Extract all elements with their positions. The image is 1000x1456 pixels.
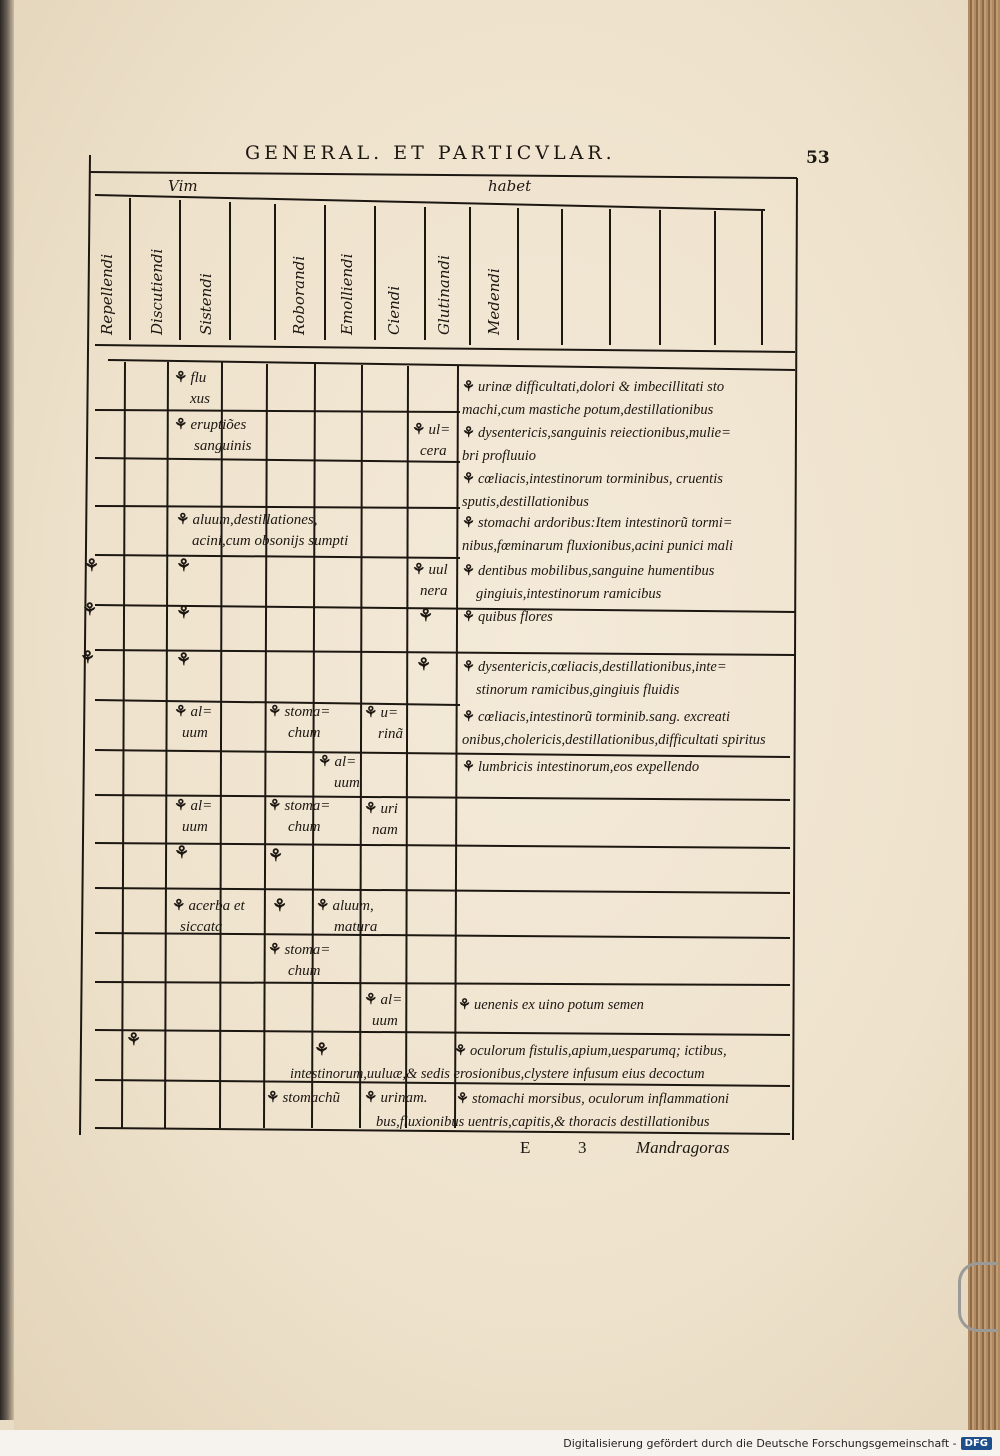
- digitization-note: Digitalisierung gefördert durch die Deutsche Forschungsgemeinschaft -: [563, 1436, 957, 1450]
- table-cell: ⚘ urinæ difficultati,dolori & imbecillitati sto machi,cum mastiche potum,destillationibus: [462, 379, 725, 418]
- table-cell: ⚘ oculorum fistulis,apium,uesparumq; ictibus, intestinorum,uuluæ,& sedis erosionibus,clystere infusum eius decoctum: [290, 1043, 727, 1082]
- table-cell: ⚘ stoma= chum: [268, 942, 331, 979]
- ornament-icon: ⚘: [364, 1090, 378, 1106]
- col-header-ciendi: Ciendi: [385, 285, 403, 335]
- table-cell: ⚘ al= uum: [318, 754, 360, 791]
- ornament-icon: ⚘: [176, 650, 192, 670]
- ornament-icon: ⚘: [318, 754, 332, 770]
- table-cell: ⚘ dysentericis,cœliacis,destillationibus,inte= stinorum ramicibus,gingiuis fluidis: [462, 659, 727, 698]
- ornament-icon: ⚘: [174, 370, 188, 386]
- table-cell: ⚘ al= uum: [364, 992, 403, 1029]
- table-cell: ⚘ u= rinã: [364, 705, 404, 742]
- signature-mark: E: [520, 1138, 531, 1157]
- ornament-icon: ⚘: [462, 471, 475, 487]
- ornament-icon: ⚘: [364, 801, 378, 817]
- page-number: 53: [806, 148, 830, 168]
- table-cell: ⚘ acerba et siccata: [172, 898, 245, 935]
- table-cell: ⚘ quibus flores: [462, 609, 553, 625]
- table-cell: ⚘ lumbricis intestinorum,eos expellendo: [462, 759, 700, 775]
- ornament-icon: ⚘: [84, 556, 100, 576]
- ornament-icon: ⚘: [272, 896, 288, 916]
- table-cell: ⚘ al= uum: [174, 798, 213, 835]
- table-cell: ⚘ stomachi morsibus, oculorum inflammationi bus,fluxionibus uentris,capitis,& thoracis destillationibus: [376, 1091, 729, 1130]
- ornament-icon: ⚘: [462, 609, 475, 625]
- ornament-icon: ⚘: [316, 898, 330, 914]
- ornament-icon: ⚘: [458, 997, 471, 1013]
- ornament-icon: ⚘: [80, 648, 96, 668]
- table-cell: ⚘ cœliacis,intestinorum torminibus, cruentis sputis,destillationibus: [462, 471, 723, 510]
- col-header-emolliendi: Emolliendi: [338, 253, 356, 335]
- ornament-icon: ⚘: [174, 417, 188, 433]
- ornament-icon: ⚘: [174, 843, 190, 863]
- table-cell: ⚘ uri nam: [364, 801, 398, 838]
- ornament-icon: ⚘: [462, 515, 475, 531]
- table-cell: ⚘ uul nera: [412, 562, 448, 599]
- ornament-icon: ⚘: [416, 655, 432, 675]
- table-cell: ⚘ eruptiões sanguinis: [174, 417, 252, 454]
- ornament-icon: ⚘: [462, 709, 475, 725]
- table-cell: ⚘ aluum,destillationes, acini,cum obsonijs sumpti: [176, 512, 349, 549]
- table-cell: ⚘ al= uum: [174, 704, 213, 741]
- ornament-icon: ⚘: [364, 992, 378, 1008]
- ornament-icon: ⚘: [314, 1040, 330, 1060]
- ornament-icon: ⚘: [268, 798, 282, 814]
- ornament-icon: ⚘: [462, 379, 475, 395]
- table-cell: ⚘ uenenis ex uino potum semen: [458, 997, 644, 1013]
- col-header-roborandi: Roborandi: [290, 255, 308, 335]
- catchword: Mandragoras: [636, 1138, 730, 1157]
- ornament-icon: ⚘: [82, 600, 98, 620]
- ornament-icon: ⚘: [462, 563, 475, 579]
- ornament-icon: ⚘: [462, 425, 475, 441]
- ornament-icon: ⚘: [266, 1090, 280, 1106]
- table-cell: ⚘ stoma= chum: [268, 798, 331, 835]
- table-cell: ⚘ ul= cera: [412, 422, 451, 459]
- table-cell: ⚘ dentibus mobilibus,sanguine humentibus gingiuis,intestinorum ramicibus: [462, 563, 715, 602]
- table-cell: ⚘ flu xus: [174, 370, 210, 407]
- label-vim: Vim: [168, 177, 198, 195]
- ornament-icon: ⚘: [268, 704, 282, 720]
- ornament-icon: ⚘: [462, 759, 475, 775]
- ornament-icon: ⚘: [412, 562, 426, 578]
- label-habet: habet: [488, 177, 532, 195]
- ornament-icon: ⚘: [174, 704, 188, 720]
- table-cell: ⚘ dysentericis,sanguinis reiectionibus,mulie= bri profluuio: [462, 425, 731, 464]
- table-cell: ⚘ urinam.: [364, 1090, 428, 1106]
- ornament-icon: ⚘: [418, 606, 434, 626]
- ornament-icon: ⚘: [176, 556, 192, 576]
- ornament-icon: ⚘: [462, 659, 475, 675]
- ornament-icon: ⚘: [176, 603, 192, 623]
- ornament-icon: ⚘: [268, 846, 284, 866]
- ornament-icon: ⚘: [456, 1091, 469, 1107]
- table-cell: ⚘ cœliacis,intestinorũ torminib.sang. excreati onibus,cholericis,destillationibus,difficultati spiritus: [462, 709, 766, 748]
- signature-number: 3: [578, 1138, 587, 1157]
- col-header-medendi: Medendi: [485, 268, 503, 335]
- ornament-icon: ⚘: [412, 422, 426, 438]
- digitization-footer: [0, 1430, 1000, 1456]
- ornament-icon: ⚘: [174, 798, 188, 814]
- ornament-icon: ⚘: [364, 705, 378, 721]
- dfg-logo: DFG: [961, 1437, 992, 1450]
- col-header-glutinandi: Glutinandi: [435, 255, 453, 335]
- running-head: GENERAL. ET PARTICVLAR.: [245, 142, 616, 164]
- ornament-icon: ⚘: [126, 1030, 142, 1050]
- table-cell: ⚘ stomachũ: [266, 1090, 340, 1106]
- ornament-icon: ⚘: [176, 512, 190, 528]
- table-cell: ⚘ aluum, matura: [316, 898, 378, 935]
- table-cell: ⚘ stoma= chum: [268, 704, 331, 741]
- col-header-repellendi: Repellendi: [98, 253, 116, 335]
- col-header-sistendi: Sistendi: [197, 273, 215, 335]
- col-header-discutiendi: Discutiendi: [148, 248, 166, 335]
- ornament-icon: ⚘: [172, 898, 186, 914]
- ornament-icon: ⚘: [268, 942, 282, 958]
- ornament-icon: ⚘: [454, 1043, 467, 1059]
- table-cell: ⚘ stomachi ardoribus:Item intestinorũ tormi= nibus,fœminarum fluxionibus,acini punici mali: [462, 515, 734, 554]
